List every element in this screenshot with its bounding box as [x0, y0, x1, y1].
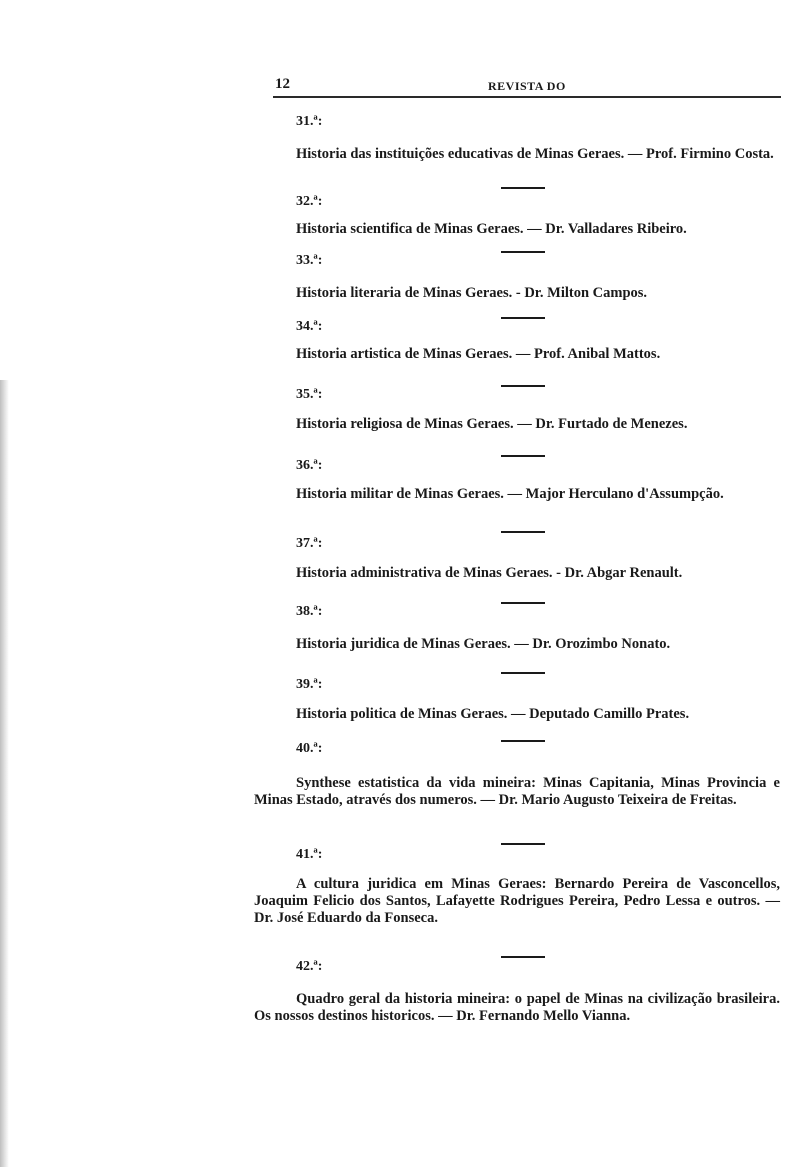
separator-rule: [501, 251, 545, 253]
separator-rule: [501, 531, 545, 533]
entry-text: Historia politica de Minas Geraes. — Deputado Camillo Prates.: [296, 706, 690, 722]
entry-number: 38.ª:: [296, 604, 323, 619]
entry-text: Synthese estatistica da vida mineira: Minas Capitania, Minas Provincia e Minas Estado, através dos numeros. — Dr. Mario Augusto Teixeira de Freitas.: [254, 775, 780, 808]
entry-text: A cultura juridica em Minas Geraes: Bernardo Pereira de Vasconcellos, Joaquim Felicio dos Santos, Lafayette Rodrigues Pereira, Pedro Lessa e outros. — Dr. José Eduardo da Fonseca.: [254, 876, 780, 926]
entry-number: 33.ª:: [296, 253, 323, 268]
separator-rule: [501, 956, 545, 958]
entry-number: 32.ª:: [296, 194, 323, 209]
entry-text: Historia juridica de Minas Geraes. — Dr. Orozimbo Nonato.: [296, 636, 671, 652]
page-number: 12: [275, 76, 290, 92]
separator-rule: [501, 740, 545, 742]
entry-text: Historia religiosa de Minas Geraes. — Dr. Furtado de Menezes.: [296, 416, 688, 432]
entry-number: 36.ª:: [296, 458, 323, 473]
separator-rule: [501, 455, 545, 457]
entry-number: 40.ª:: [296, 741, 323, 756]
entry-text: Historia scientifica de Minas Geraes. — Dr. Valladares Ribeiro.: [296, 221, 687, 237]
entry-text: Historia artistica de Minas Geraes. — Prof. Anibal Mattos.: [296, 346, 661, 362]
separator-rule: [501, 672, 545, 674]
entry-number: 39.ª:: [296, 677, 323, 692]
scan-edge-shadow: [0, 380, 9, 1167]
separator-rule: [501, 187, 545, 189]
running-title: REVISTA DO: [488, 79, 566, 93]
entry-text: Historia das instituições educativas de Minas Geraes. — Prof. Firmino Costa.: [296, 146, 774, 162]
separator-rule: [501, 317, 545, 319]
separator-rule: [501, 602, 545, 604]
entry-number: 37.ª:: [296, 536, 323, 551]
entry-number: 31.ª:: [296, 114, 323, 129]
entry-number: 42.ª:: [296, 959, 323, 974]
entry-text: Historia militar de Minas Geraes. — Major Herculano d'Assumpção.: [296, 486, 724, 502]
separator-rule: [501, 843, 545, 845]
entry-number: 35.ª:: [296, 387, 323, 402]
entry-text: Quadro geral da historia mineira: o papel de Minas na civilização brasileira. Os nossos destinos historicos. — Dr. Fernando Mello Vianna.: [254, 991, 780, 1024]
entry-text: Historia literaria de Minas Geraes. - Dr. Milton Campos.: [296, 285, 648, 301]
entry-number: 34.ª:: [296, 319, 323, 334]
entry-number: 41.ª:: [296, 847, 323, 862]
entry-text: Historia administrativa de Minas Geraes. - Dr. Abgar Renault.: [296, 565, 683, 581]
separator-rule: [501, 385, 545, 387]
header-rule: [273, 96, 781, 98]
